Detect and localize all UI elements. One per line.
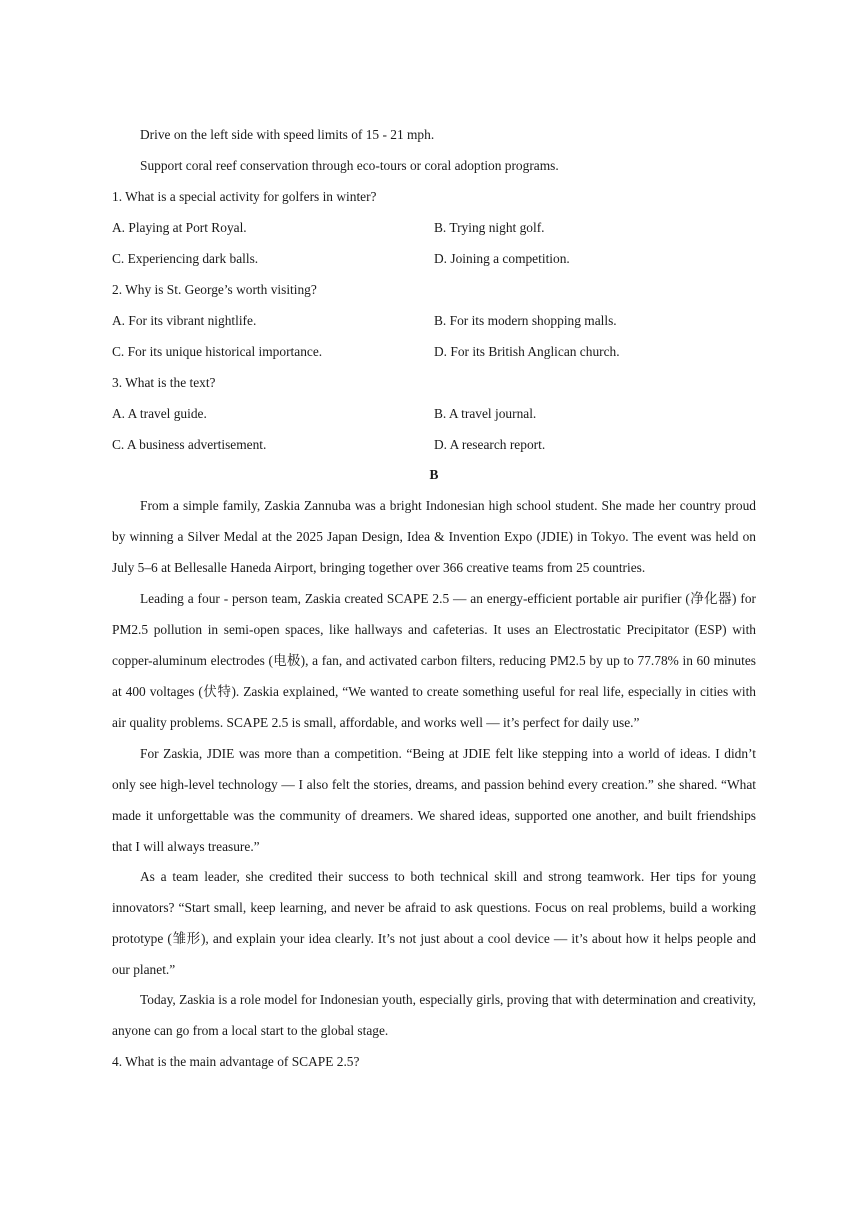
question-3-option-c: C. A business advertisement. xyxy=(112,437,267,452)
passage-b-paragraph-4: As a team leader, she credited their success to both technical skill and strong teamwork. Her tips for young innovators? “Start small, keep learning, and never be afraid to ask questions. Focus on real problems, build a working prototype (雏形), and explain your idea clearly. It’s not just about a cool device — it’s about how it helps people and our planet.” xyxy=(112,869,756,977)
question-1-option-d: D. Joining a competition. xyxy=(434,251,570,266)
question-2-option-d: D. For its British Anglican church. xyxy=(434,344,620,359)
question-2-option-c: C. For its unique historical importance. xyxy=(112,344,323,359)
intro-line-speed: Drive on the left side with speed limits of 15 - 21 mph. xyxy=(140,127,435,142)
intro-line-coral: Support coral reef conservation through eco-tours or coral adoption programs. xyxy=(140,158,559,173)
question-3-option-a: A. A travel guide. xyxy=(112,406,207,421)
question-1-option-a: A. Playing at Port Royal. xyxy=(112,220,247,235)
question-1-option-b: B. Trying night golf. xyxy=(434,220,545,235)
question-2-stem: 2. Why is St. George’s worth visiting? xyxy=(112,282,317,297)
passage-b-paragraph-1: From a simple family, Zaskia Zannuba was a bright Indonesian high school student. She made her country proud by winning a Silver Medal at the 2025 Japan Design, Idea & Invention Expo (JDIE) in Tokyo. The event was held on July 5–6 at Bellesalle Haneda Airport, bringing together over 366 creative teams from 25 countries. xyxy=(112,498,756,575)
passage-b-paragraph-2: Leading a four - person team, Zaskia created SCAPE 2.5 — an energy-efficient portable air purifier (净化器) for PM2.5 pollution in semi-open spaces, like hallways and cafeterias. It uses an Electrostatic Precipitator (ESP) with copper-aluminum electrodes (电极), a fan, and activated carbon filters, reducing PM2.5 by up to 77.78% in 60 minutes at 400 voltages (伏特). Zaskia explained, “We wanted to create something useful for real life, especially in cities with air quality problems. SCAPE 2.5 is small, affordable, and works well — it’s perfect for daily use.” xyxy=(112,591,756,730)
question-4-stem: 4. What is the main advantage of SCAPE 2.5? xyxy=(112,1054,360,1069)
question-2-option-b: B. For its modern shopping malls. xyxy=(434,313,617,328)
question-3-option-b: B. A travel journal. xyxy=(434,406,537,421)
passage-b-paragraph-3: For Zaskia, JDIE was more than a competition. “Being at JDIE felt like stepping into a world of ideas. I didn’t only see high-level technology — I also felt the stories, dreams, and passion behind every creation.” she shared. “What made it unforgettable was the community of dreamers. We shared ideas, supported one another, and built friendships that I will always treasure.” xyxy=(112,746,756,854)
question-1-option-c: C. Experiencing dark balls. xyxy=(112,251,259,266)
question-3-stem: 3. What is the text? xyxy=(112,375,216,390)
question-1-stem: 1. What is a special activity for golfers in winter? xyxy=(112,189,377,204)
question-3-option-d: D. A research report. xyxy=(434,437,546,452)
section-b-heading: B xyxy=(429,467,439,482)
passage-b-paragraph-5: Today, Zaskia is a role model for Indonesian youth, especially girls, proving that with determination and creativity, anyone can go from a local start to the global stage. xyxy=(112,992,756,1038)
question-2-option-a: A. For its vibrant nightlife. xyxy=(112,313,257,328)
